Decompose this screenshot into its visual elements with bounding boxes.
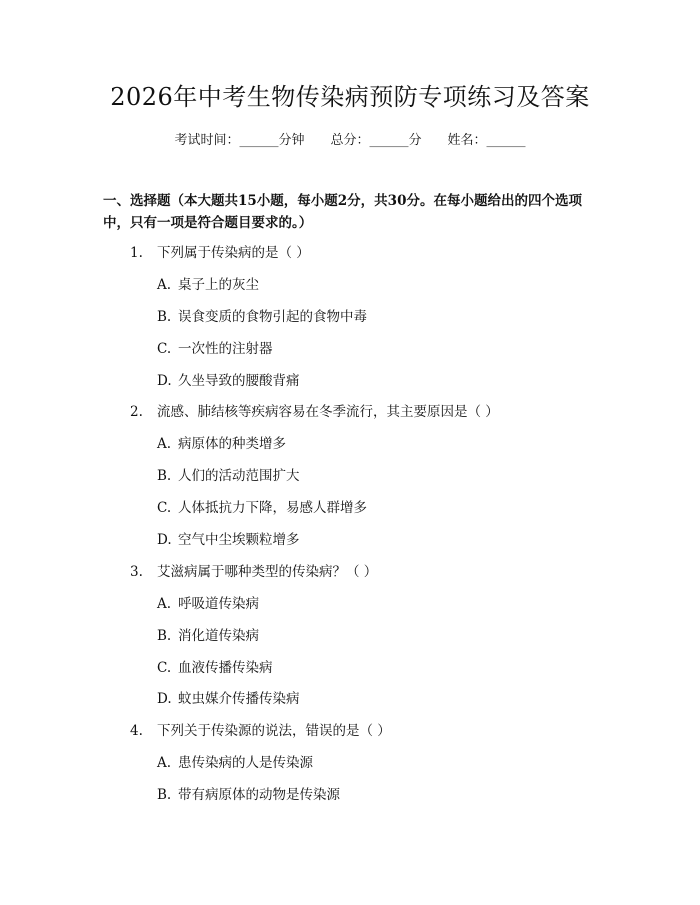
option-text: 桌子上的灰尘 [178, 277, 259, 293]
question-1-option-c [157, 339, 273, 359]
option-text: 久坐导致的腰酸背痛 [178, 373, 300, 389]
option-letter: C. [157, 500, 172, 516]
option-text: 患传染病的人是传染源 [178, 755, 313, 771]
option-letter: B. [157, 468, 172, 484]
question-1-option-d [157, 371, 300, 391]
question-text: 流感、肺结核等疾病容易在冬季流行，其主要原因是（ ） [157, 404, 499, 420]
exam-time: 考试时间：______分钟 [174, 133, 305, 148]
question-number: 4. [130, 723, 143, 739]
option-letter: B. [157, 309, 172, 325]
option-text: 一次性的注射器 [178, 341, 273, 357]
option-text: 呼吸道传染病 [178, 596, 259, 612]
option-text: 血液传播传染病 [178, 660, 273, 676]
option-letter: A. [157, 755, 172, 771]
option-letter: D. [157, 691, 172, 707]
question-4 [130, 721, 391, 741]
option-text: 带有病原体的动物是传染源 [178, 787, 340, 803]
question-number: 3. [130, 564, 143, 580]
question-1-option-a [157, 275, 259, 295]
question-3-option-d [157, 689, 300, 709]
question-2-option-c [157, 498, 367, 518]
student-name: 姓名：______ [447, 133, 526, 148]
question-2-option-a [157, 434, 286, 454]
option-letter: B. [157, 787, 172, 803]
question-text: 下列属于传染病的是（ ） [157, 245, 310, 261]
question-3-option-b [157, 626, 259, 646]
option-letter: D. [157, 532, 172, 548]
question-2-option-d [157, 530, 300, 550]
option-letter: C. [157, 660, 172, 676]
option-letter: C. [157, 341, 172, 357]
option-letter: A. [157, 277, 172, 293]
option-text: 误食变质的食物引起的食物中毒 [178, 309, 367, 325]
exam-meta [0, 131, 700, 151]
option-letter: D. [157, 373, 172, 389]
question-3-option-c [157, 658, 273, 678]
exam-score: 总分：______分 [330, 133, 422, 148]
option-text: 蚊虫媒介传播传染病 [178, 691, 300, 707]
question-text: 艾滋病属于哪种类型的传染病？（ ） [157, 564, 378, 580]
question-1 [130, 243, 310, 263]
option-letter: A. [157, 436, 172, 452]
question-1-option-b [157, 307, 367, 327]
question-text: 下列关于传染源的说法，错误的是（ ） [157, 723, 391, 739]
option-letter: A. [157, 596, 172, 612]
question-number: 2. [130, 404, 143, 420]
option-letter: B. [157, 628, 172, 644]
question-3 [130, 562, 377, 582]
section-heading: 一、选择题（本大题共15小题，每小题2分，共30分。在每小题给出的四个选项中，只有一项是符合题目要求的。） [103, 193, 582, 231]
page-title: 2026年中考生物传染病预防专项练习及答案 [110, 83, 590, 111]
option-text: 人体抵抗力下降，易感人群增多 [178, 500, 367, 516]
question-number: 1. [130, 245, 143, 261]
option-text: 消化道传染病 [178, 628, 259, 644]
question-2-option-b [157, 466, 300, 486]
option-text: 病原体的种类增多 [178, 436, 286, 452]
question-4-option-b [157, 785, 340, 805]
question-2 [130, 402, 499, 422]
option-text: 空气中尘埃颗粒增多 [178, 532, 300, 548]
question-4-option-a [157, 753, 313, 773]
question-3-option-a [157, 594, 259, 614]
option-text: 人们的活动范围扩大 [178, 468, 300, 484]
